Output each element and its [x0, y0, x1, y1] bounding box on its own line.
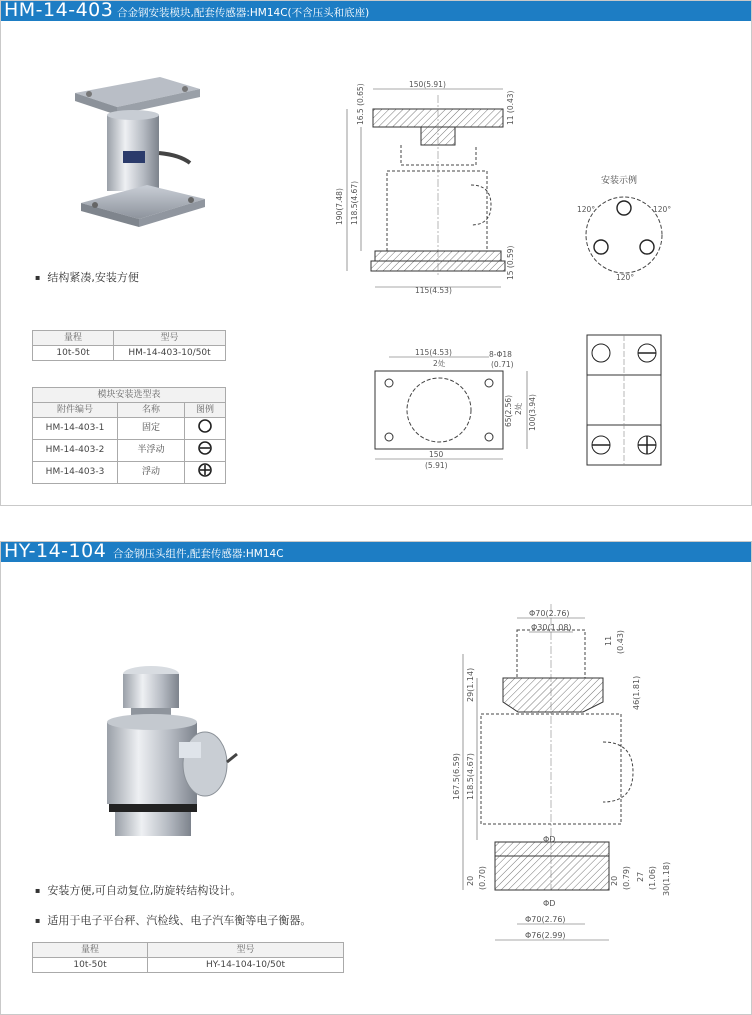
product-photo-mounting-module: [65, 75, 215, 235]
dim-total-height: 190(7.48): [335, 188, 344, 225]
table-title: 模块安装选型表: [33, 388, 226, 403]
plan-top-dim: 115(4.53): [415, 348, 452, 357]
col-header: 附件编号: [33, 403, 118, 418]
legend-cell: [185, 418, 226, 440]
dim-mid-height: 118.5(4.67): [350, 180, 359, 225]
hole-spec-inch: (0.71): [491, 360, 514, 369]
dim-20a-inch: (0.70): [478, 865, 487, 890]
dim-top-thick2: 11 (0.43): [506, 90, 515, 125]
table-cell: 10t-50t: [33, 958, 148, 973]
table-cell: HM-14-403-3: [33, 462, 118, 484]
plan-bottom-dim: 150: [429, 450, 444, 459]
feature-list: [35, 269, 139, 293]
col-header: 型号: [148, 943, 344, 958]
fixed-legend-icon: [197, 418, 213, 434]
feature-item: ▪ 结构紧凑,安装方便: [35, 269, 139, 285]
col-header: 型号: [114, 331, 226, 346]
product-code: HM-14-403: [4, 0, 114, 21]
dim-d76: Φ76(2.99): [525, 931, 566, 940]
plan-bottom-inch: (5.91): [425, 461, 448, 470]
feature-item: ▪ 安装方便,可自动复位,防旋转结构设计。: [35, 882, 311, 898]
table-cell: HY-14-104-10/50t: [148, 958, 344, 973]
dim-d30: Φ30(1.08): [531, 623, 572, 632]
dim-20a: 20: [466, 875, 475, 886]
semi-floating-legend-icon: [197, 440, 213, 456]
dim-20b: 20: [610, 875, 619, 886]
install-angle: 120°: [577, 205, 596, 214]
col-header: 名称: [118, 403, 185, 418]
dim-11: 11: [604, 635, 613, 646]
plan-top-note: 2处: [433, 359, 446, 368]
product-section-hy-14-104: [0, 541, 752, 1015]
install-angle: 120°: [653, 205, 672, 214]
table-cell: HM-14-403-2: [33, 440, 118, 462]
plan-side-dim1: 65(2.56): [504, 394, 513, 427]
product-photo-press-head: [93, 662, 243, 842]
plan-side-dim2: 100(3.94): [528, 394, 537, 431]
table-cell: 10t-50t: [33, 346, 114, 361]
product-description: 合金钢压头组件,配套传感器:HM14C: [113, 548, 284, 560]
col-header: 量程: [33, 943, 148, 958]
table-cell: HM-14-403-1: [33, 418, 118, 440]
plan-side-note: 2处: [514, 402, 523, 415]
table-cell: 浮动: [118, 462, 185, 484]
dim-11-inch: (0.43): [616, 629, 625, 654]
dim-29: 29(1.14): [466, 667, 475, 702]
col-header: 图例: [185, 403, 226, 418]
dim-phid-bottom: ΦD: [543, 899, 556, 908]
dim-d70-top: Φ70(2.76): [529, 609, 570, 618]
feature-item: ▪ 适用于电子平台秤、汽检线、电子汽车衡等电子衡器。: [35, 912, 311, 928]
install-angle: 120°: [616, 273, 635, 282]
dim-167-5: 167.5(6.59): [452, 753, 461, 800]
dim-d70-bottom: Φ70(2.76): [525, 915, 566, 924]
product-description: 合金钢安装模块,配套传感器:HM14C(不含压头和底座): [117, 7, 370, 19]
legend-cell: [185, 462, 226, 484]
feature-list: [35, 882, 311, 936]
dim-27: 27: [636, 871, 645, 882]
press-head-technical-drawing: [433, 590, 713, 1000]
dim-46: 46(1.81): [632, 675, 641, 710]
dim-phid-top: ΦD: [543, 835, 556, 844]
dim-base-width: 115(4.53): [415, 286, 452, 295]
dim-top-thick: 16.5 (0.65): [356, 83, 365, 125]
install-example-label: 安装示例: [601, 176, 638, 186]
dim-27-inch: (1.06): [648, 865, 657, 890]
table-cell: 固定: [118, 418, 185, 440]
module-selection-table: [32, 387, 226, 484]
product-code: HY-14-104: [4, 540, 107, 562]
col-header: 量程: [33, 331, 114, 346]
section-header: [1, 1, 751, 21]
floating-legend-icon: [197, 462, 213, 478]
dim-top-width: 150(5.91): [409, 80, 446, 89]
dim-118-5: 118.5(4.67): [466, 753, 475, 800]
legend-cell: [185, 440, 226, 462]
range-table: [32, 330, 226, 361]
dim-20b-inch: (0.79): [622, 865, 631, 890]
dim-30: 30(1.18): [662, 861, 671, 896]
range-table: [32, 942, 344, 973]
section-header: [1, 542, 751, 562]
table-cell: 半浮动: [118, 440, 185, 462]
dim-base-height: 15 (0.59): [506, 245, 515, 280]
hole-spec: 8-Φ18: [489, 350, 512, 359]
module-technical-drawing: [331, 75, 731, 495]
table-cell: HM-14-403-10/50t: [114, 346, 226, 361]
product-section-hm-14-403: [0, 0, 752, 506]
